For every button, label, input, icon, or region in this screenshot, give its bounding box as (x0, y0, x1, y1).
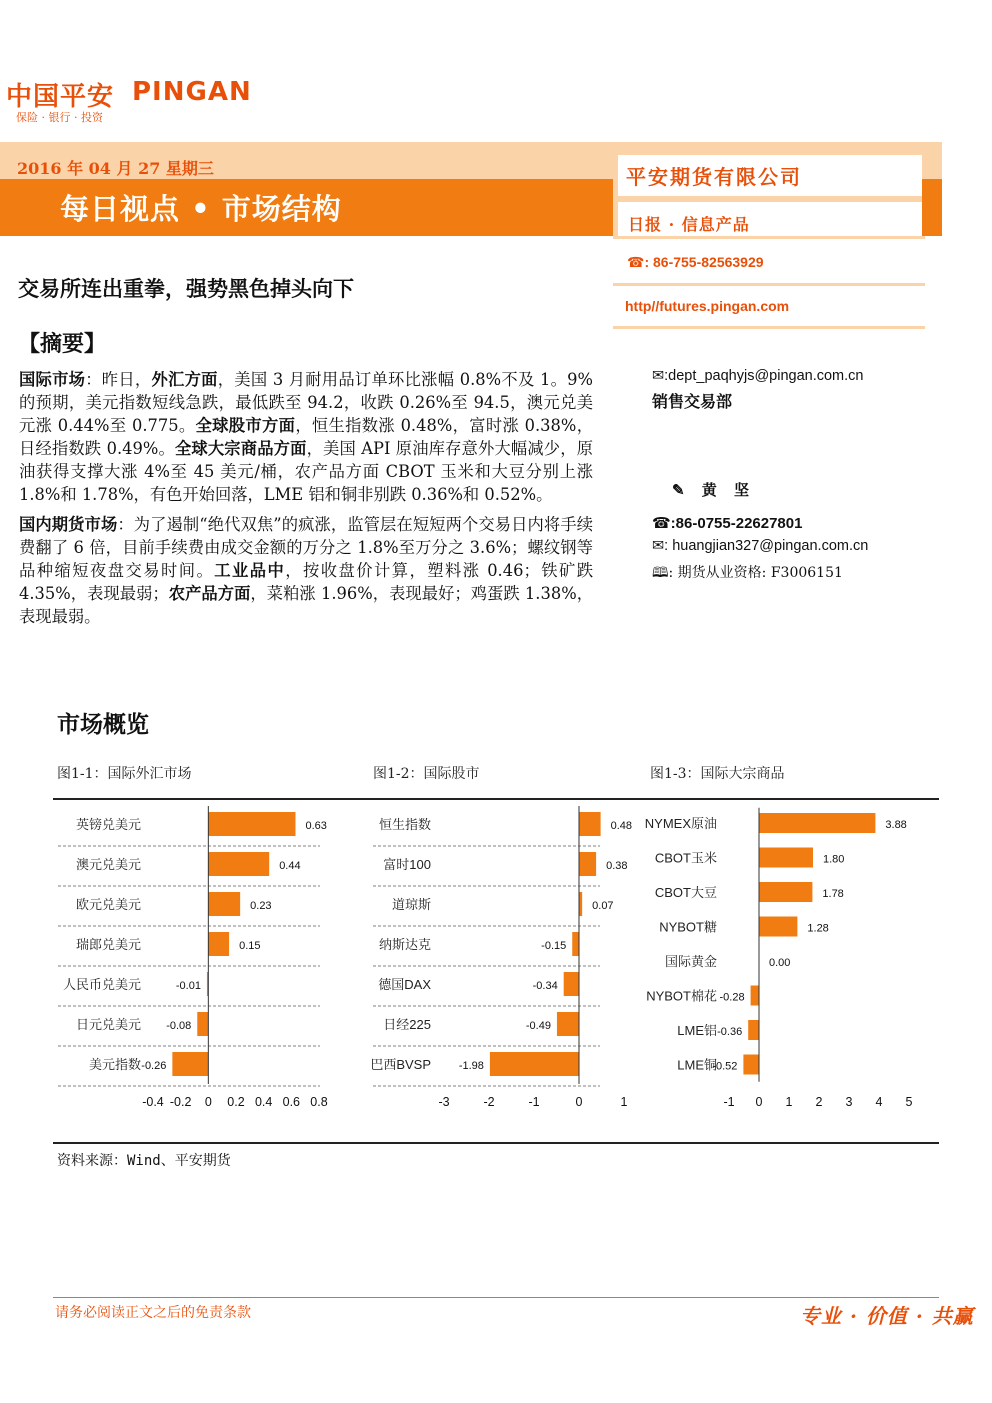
charts-canvas (0, 800, 992, 1140)
tick-label: -2 (483, 1095, 495, 1109)
value-label: 1.80 (823, 853, 845, 866)
category-label: CBOT大豆 (654, 885, 717, 900)
category-label: 澳元兑美元 (75, 857, 141, 872)
value-label: -0.15 (541, 940, 567, 952)
emphasis-text: 国际市场 (19, 370, 86, 389)
tick-label: 0.4 (254, 1095, 273, 1109)
value-label: -0.08 (166, 1020, 192, 1032)
value-label: -0.26 (141, 1060, 167, 1072)
logo-tagline: 保险 · 银行 · 投资 (16, 111, 103, 124)
bar (743, 1055, 759, 1075)
value-label: 0.23 (250, 900, 272, 912)
bar (751, 986, 759, 1006)
company-phone: ☎: 86-755-82563929 (627, 254, 764, 270)
chart-bottom-rule (53, 1142, 939, 1144)
category-label: 道琼斯 (391, 897, 431, 912)
category-label: 富时100 (383, 857, 431, 872)
divider (613, 283, 925, 286)
value-label: -0.28 (719, 991, 745, 1004)
bar (759, 848, 813, 868)
divider (613, 326, 925, 329)
value-label: 1.78 (822, 888, 844, 900)
chart-title-fx: 图1-1：国际外汇市场 (57, 766, 192, 782)
tick-label: 1 (785, 1095, 793, 1109)
category-label: 恒生指数 (378, 817, 431, 832)
value-label: 0.38 (606, 860, 628, 872)
category-label: NYBOT糖 (659, 919, 717, 935)
report-date: 2016 年 04 月 27 星期三 (17, 159, 214, 178)
logo-en: PINGAN (132, 77, 252, 107)
category-label: 日经225 (383, 1017, 431, 1032)
bar (572, 932, 579, 956)
category-label: NYMEX原油 (644, 816, 717, 831)
value-label: 0.07 (592, 900, 614, 912)
bar (208, 932, 229, 956)
bar (748, 1020, 759, 1040)
dept-email[interactable]: ✉:dept_paqhyjs@pingan.com.cn (652, 368, 864, 384)
chart-stocks (370, 806, 632, 1109)
value-label: -0.49 (525, 1020, 551, 1032)
emphasis-text: 全球股市方面 (195, 416, 296, 435)
chart-title-commodities: 图1-3：国际大宗商品 (650, 766, 785, 782)
analyst-phone: ☎:86-0755-22627801 (652, 515, 803, 532)
emphasis-text: 全球大宗商品方面 (174, 439, 307, 458)
analyst-email[interactable]: ✉: huangjian327@pingan.com.cn (652, 538, 869, 554)
tick-label: -1 (723, 1095, 735, 1109)
bar (759, 882, 812, 902)
bar (564, 972, 579, 996)
analyst-name: ✎ 黄 坚 (672, 481, 756, 499)
emphasis-text: 农产品方面 (168, 584, 251, 603)
bar (759, 917, 797, 937)
category-label: CBOT玉米 (654, 850, 717, 866)
chart-fx (58, 806, 328, 1109)
bar (579, 812, 601, 836)
bar (208, 812, 295, 836)
tick-label: 4 (875, 1095, 883, 1109)
category-label: 纳斯达克 (378, 937, 431, 952)
body-text: ：昨日， (85, 370, 152, 389)
company-website[interactable]: http//futures.pingan.com (625, 298, 790, 314)
report-title: 每日视点 • 市场结构 (60, 192, 342, 226)
body-text: ，按收盘价计算，塑料涨 0.46；铁矿跌 4.35%，表现最弱； (19, 561, 593, 603)
bar (557, 1012, 579, 1036)
bar (197, 1012, 208, 1036)
body-text: ：为了遏制“绝代双焦”的疯涨，监管层在短短两个交易日内将手续费翻了 6 倍，目前手续费由成交金额的万分之 1.8%至万分之 3.6%；螺纹钢等品种缩短夜盘交易时间。 (19, 515, 593, 580)
body-text: ，恒生指数涨 0.48%，富时涨 0.38%，日经指数跌 0.49%。 (19, 416, 593, 458)
category-label: 英镑兑美元 (75, 817, 141, 832)
category-label: 美元指数 (88, 1057, 141, 1072)
category-label: LME铝 (677, 1023, 717, 1038)
body-text: ，菜粕涨 1.96%，表现最好；鸡蛋跌 1.38%，表现最弱。 (19, 584, 593, 626)
category-label: 瑞郎兑美元 (75, 937, 141, 952)
value-label: 1.28 (807, 922, 829, 935)
chart-commodities (645, 808, 913, 1109)
disclaimer-link[interactable]: 请务必阅读正文之后的免责条款 (55, 1305, 251, 1321)
tick-label: 0.8 (310, 1095, 328, 1109)
tick-label: 1 (620, 1095, 628, 1109)
category-label: 人民币兑美元 (62, 977, 141, 992)
value-label: 0.44 (279, 860, 301, 872)
data-source: 资料来源：Wind、平安期货 (57, 1153, 231, 1169)
market-overview-heading: 市场概览 (57, 711, 149, 738)
paragraph-international (19, 368, 593, 506)
department-name: 销售交易部 (652, 392, 733, 411)
category-label: 德国DAX (378, 977, 431, 992)
product-type: 日报 · 信息产品 (628, 215, 750, 234)
bar (172, 1052, 208, 1076)
body-text: ，美国 API 原油库存意外大幅减少，原油获得支撑大涨 4%至 45 美元/桶，农产品方面 CBOT 玉米和大豆分别上涨 1.8%和 1.78%，有色开始回落，LME 铝和铜非别跌 0.36%和 0.52%。 (19, 439, 593, 504)
tick-label: 2 (815, 1095, 823, 1109)
divider (613, 236, 925, 239)
company-name: 平安期货有限公司 (626, 165, 802, 189)
bar (208, 852, 269, 876)
category-label: NYBOT棉花 (646, 988, 717, 1004)
value-label: 0.15 (239, 940, 261, 952)
tick-label: 0 (575, 1095, 583, 1109)
tick-label: 0 (755, 1095, 763, 1109)
abstract-heading: 【摘要】 (18, 331, 107, 357)
value-label: 0.48 (610, 820, 633, 832)
value-label: 3.88 (885, 819, 907, 831)
slogan: 专业 · 价值 · 共赢 (800, 1304, 974, 1328)
paragraph-domestic (19, 513, 593, 628)
category-label: 国际黄金 (664, 954, 717, 969)
bar (208, 892, 240, 916)
value-label: -1.98 (458, 1060, 484, 1072)
tick-label: 5 (905, 1095, 913, 1109)
bar (490, 1052, 579, 1076)
value-label: -0.01 (175, 980, 201, 992)
tick-label: 0.6 (282, 1095, 301, 1109)
category-label: 欧元兑美元 (75, 897, 141, 912)
body-text: ，美国 3 月耐用品订单环比涨幅 0.8%不及 1。9%的预期，美元指数短线急跌，最低跌至 94.2，收跌 0.26%至 94.5，澳元兑美元涨 0.44%至 0.775。 (19, 370, 593, 435)
category-label: 日元兑美元 (75, 1017, 141, 1032)
headline: 交易所连出重拳，强势黑色掉头向下 (18, 276, 354, 301)
emphasis-text: 工业品中 (214, 561, 286, 580)
tick-label: -1 (528, 1095, 540, 1109)
tick-label: 0 (204, 1095, 212, 1109)
bar (759, 813, 875, 833)
value-label: -0.52 (712, 1060, 738, 1073)
emphasis-text: 国内期货市场 (19, 515, 118, 534)
value-label: -0.36 (717, 1026, 743, 1038)
chart-title-stocks: 图1-2：国际股市 (373, 766, 480, 782)
tick-label: -3 (438, 1095, 450, 1109)
category-label: LME铜 (677, 1057, 717, 1073)
emphasis-text: 外汇方面 (151, 370, 218, 389)
value-label: -0.34 (532, 980, 558, 992)
tick-label: 3 (845, 1095, 853, 1109)
panel-orange-strip (922, 179, 942, 236)
logo-cn: 中国平安 (6, 82, 115, 112)
analyst-certificate: 🕮: 期货从业资格: F3006151 (652, 565, 843, 581)
category-label: 巴西BVSP (370, 1057, 431, 1072)
footer-rule (53, 1297, 939, 1298)
tick-label: -0.4 (142, 1095, 164, 1109)
value-label: 0.00 (769, 957, 791, 969)
tick-label: -0.2 (169, 1095, 192, 1109)
bar (579, 852, 596, 876)
tick-label: 0.2 (227, 1095, 245, 1109)
value-label: 0.63 (305, 820, 327, 832)
